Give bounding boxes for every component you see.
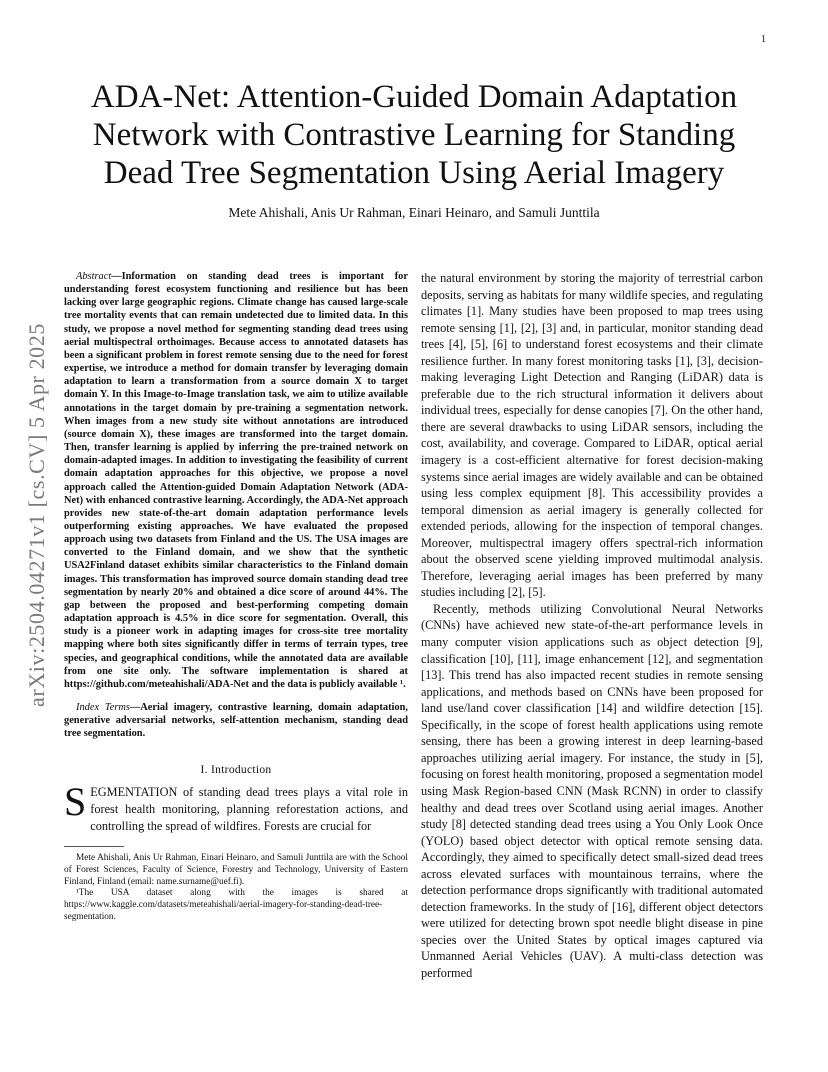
drop-cap: S <box>64 779 87 825</box>
section-heading: I. Introduction <box>200 764 272 777</box>
footnote-rule <box>64 846 124 847</box>
page-number: 1 <box>761 34 766 45</box>
paper-title: ADA-Net: Attention-Guided Domain Adaptation Network with Contrastive Learning for Standing Dead Tree Segmentation Using Aerial Imagery <box>90 79 738 191</box>
body-paragraph: the natural environment by storing the majority of terrestrial carbon deposits, serving as habitats for many wildlife species, and regulating climates [1]. Many studies have been proposed to map trees using remote sensing [1], [2], [3] and, in particular, monitor standing dead trees [4], [5], [6] to understand forest ecosystems and their climate resilience further. In many forest monitoring tasks [1], [3], decision-making leveraging Light Detection and Ranging (LiDAR) data is preferable due to the rich structural information it delivers about individual trees, especially for dense canopies [7]. On the other hand, there are several drawbacks to using LiDAR sensors, including the cost, availability, and coverage. Compared to LiDAR, optical aerial imagery is a cost-efficient alternative for forest decision-making systems since aerial images are widely available and can be obtained using less complex equipment [8]. This accessibility provides a temporal dimension as aerial imagery is generally collected for extended periods, allowing for the inspection of temporal changes. Moreover, multispectral imagery offers spectral-rich information about the observed scene yielding improved multimodal analysis. Therefore, leveraging aerial images has been preferred by many studies including [2], [5]. <box>421 271 763 600</box>
author-list: Mete Ahishali, Anis Ur Rahman, Einari Heinaro, and Samuli Junttila <box>228 205 600 220</box>
index-terms <box>64 701 408 740</box>
body-paragraph: Recently, methods utilizing Convolutional Neural Networks (CNNs) have achieved new state-of-the-art performance levels in many computer vision applications such as object detection [9], classification [10], [11], image enhancement [12], and segmentation [13]. This trend has also impacted recent studies in remote sensing applications, and methods based on CNNs have been proposed for land use/land cover classification [14] and wildfire detection [15]. Specifically, in the scope of forest health applications using remote sensing, there has been a growing interest in deep learning-based approaches utilizing aerial imagery. For instance, the study in [5], focusing on forest health monitoring, proposed a segmentation model using Mask Region-based CNN (Mask RCNN) in order to classify healthy and dead trees over Scotland using aerial images. Another study [8] detected standing dead trees using a You Only Look Once (YOLO) based object detector with optical remote sensing data. Accordingly, they aimed to specifically detect small-sized dead trees across elevated surfaces with mountainous terrains, where the detection performance drops significantly with traditional automated detection frameworks. In the study of [16], different object detectors were utilized for detecting brown spot needle blight disease in pine species over the United States by optical images captured via Unmanned Aerial Vehicles (UAV). A multi-class detection was performed <box>421 601 763 980</box>
left-column <box>64 270 408 923</box>
arxiv-stamp <box>16 300 58 730</box>
index-terms-text: —Aerial imagery, contrastive learning, domain adaptation, generative adversarial networks, self-attention mechanism, standing dead tree segmentation. <box>64 702 408 740</box>
footnote-affiliation: Mete Ahishali, Anis Ur Rahman, Einari Heinaro, and Samuli Junttila are with the School of Forest Sciences, Faculty of Science, Forestry and Technology, University of Eastern Finland, Finland (email: name.surname@uef.fi). <box>64 853 408 887</box>
abstract-text: —Information on standing dead trees is important for understanding forest ecosystem functioning and resilience but has been lacking over large geographic regions. Climate change has caused large-scale tree mortality events that can remain undetected due to limited data. In this study, we propose a novel method for segmenting standing dead trees using aerial multispectral orthoimages. Because access to annotated datasets has been a significant problem in forest remote sensing due to the need for forest expertise, we introduce a method for domain transfer by leveraging domain adaptation to learn a transformation from a source domain X to target domain Y. In this Image-to-Image translation task, we aim to utilize available annotations in the target domain by pre-training a segmentation network. When images from a new study site without annotations are introduced (source domain X), these images are transformed into the target domain. Then, transfer learning is applied by inferring the pre-trained network on domain-adapted images. In addition to investigating the feasibility of current domain adaptation approaches for this objective, we propose a novel approach called the Attention-guided Domain Adaptation Network (ADA-Net) with enhanced contrastive learning. Accordingly, the ADA-Net approach provides new state-of-the-art domain adaptation performance levels outperforming existing approaches. We have evaluated the proposed approach using two datasets from Finland and the US. The USA images are converted to the Finland domain, and we show that the synthetic USA2Finland dataset exhibits similar characteristics to the Finland domain images. This transformation has improved source domain standing dead tree segmentation by nearly 20% and obtained a dice score of around 44%. The gap between the proposed and best-performing competing domain adaptation approach is 4.5% in dice score for segmentation. Overall, this study is a pioneer work in adapting images for cross-site tree mortality mapping where both sites significantly differ in terms of terrain types, tree species, and geographical conditions, while the annotated data are available from one site only. The software implementation is shared at https://github.com/meteahishali/ADA-Net and the data is publicly available ¹. <box>64 271 408 690</box>
abstract <box>64 270 408 691</box>
intro-paragraph <box>64 779 408 834</box>
index-terms-label: Index Terms <box>76 702 130 713</box>
intro-text: EGMENTATION of standing dead trees plays a vital role in forest health monitoring, planning reforestation actions, and controlling the spread of wildfires. Forests are crucial for <box>90 785 408 833</box>
right-column <box>421 270 763 982</box>
footnote-dataset: ¹The USA dataset along with the images is shared at https://www.kaggle.com/datasets/meteahishali/aerial-imagery-for-standing-dead-tree-segmentation. <box>64 888 408 922</box>
abstract-label: Abstract <box>76 271 112 282</box>
arxiv-id: arXiv:2504.04271v1 [cs.CV] 5 Apr 2025 <box>24 323 49 707</box>
